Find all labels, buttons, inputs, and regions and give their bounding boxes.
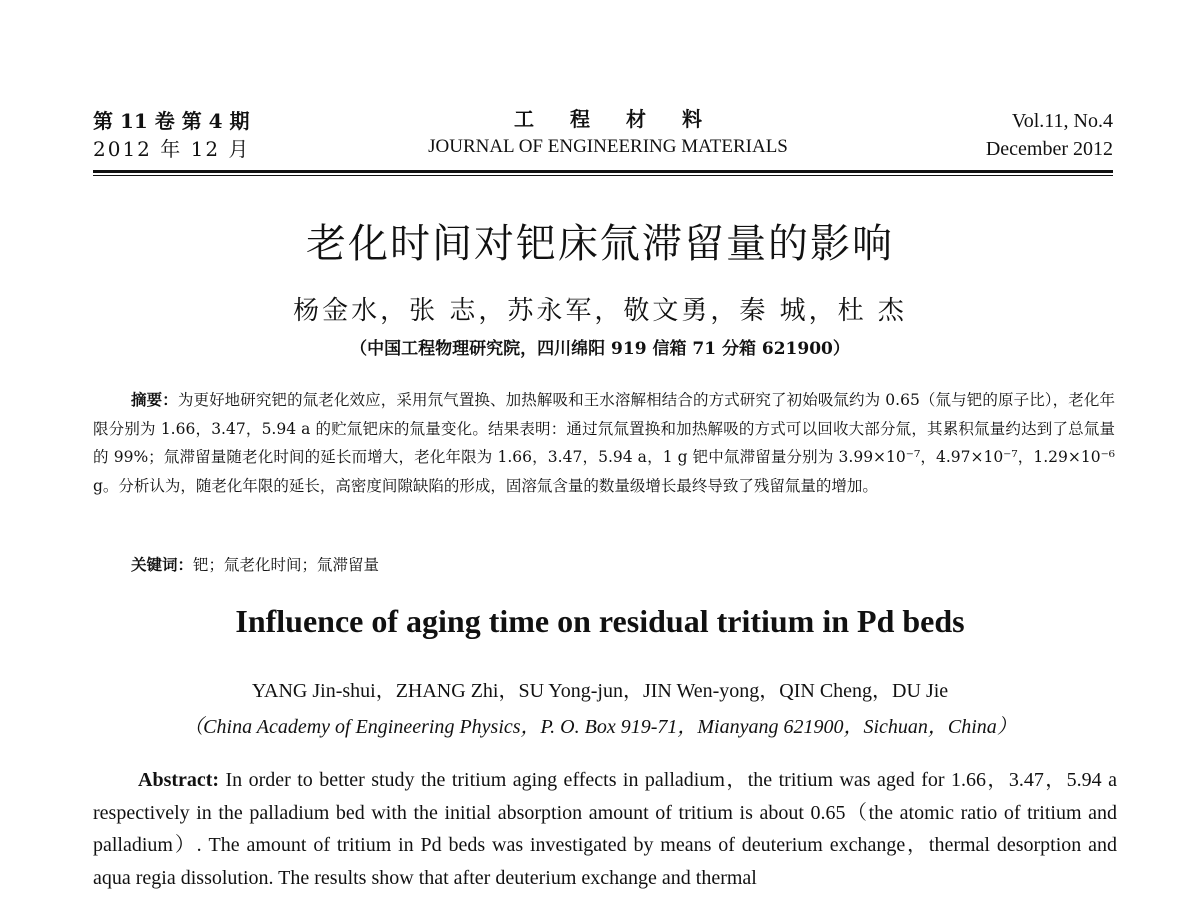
abstract-en-label: Abstract: xyxy=(138,769,220,791)
journal-header xyxy=(93,105,1113,167)
volume-issue-cn: 第 11 卷 第 4 期 xyxy=(93,109,250,133)
abstract-cn-text: 为更好地研究钯的氚老化效应，采用氘气置换、加热解吸和王水溶解相结合的方式研究了初始吸氚约为 0.65（氚与钯的原子比），老化年限分别为 1.66，3.47，5.94 a 的贮氚钯床的氚量变化。结果表明：通过氘氚置换和加热解吸的方式可以回收大部分氚，其累积氚量约达到了总氚量的 99%；氚滞留量随老化时间的延长而增大，老化年限为 1.66，3.47，5.94 a，1 g 钯中氚滞留量分别为 3.99×10⁻⁷，4.97×10⁻⁷，1.29×10⁻⁶ g。分析认为，随老化年限的延长，高密度间隙缺陷的形成，固溶氚含量的数量级增长最终导致了残留氚量的增加。 xyxy=(93,391,1115,495)
issue-info xyxy=(93,107,250,163)
abstract-cn xyxy=(93,386,1115,500)
journal-name xyxy=(388,105,828,161)
article-title-en: Influence of aging time on residual tritium in Pd beds xyxy=(235,603,965,639)
keywords-cn xyxy=(131,553,379,575)
date-cn: 2012 年 12 月 xyxy=(93,137,251,161)
affiliation-cn: （中国工程物理研究院，四川绵阳 919 信箱 71 分箱 621900） xyxy=(350,339,850,359)
affiliation-en: （China Academy of Engineering Physics，P. O. Box 919-71，Mianyang 621900，Sichuan，China） xyxy=(183,716,1017,738)
keywords-cn-text: 钯；氚老化时间；氚滞留量 xyxy=(193,556,380,574)
abstract-cn-label: 摘要： xyxy=(131,390,178,409)
issue-info-en xyxy=(986,107,1113,163)
volume-issue-en: Vol.11, No.4 xyxy=(1011,110,1113,132)
abstract-en-text: In order to better study the tritium aging effects in palladium，the tritium was aged for 1.66，3.47，5.94 a respectively in the palladium bed with the initial absorption amount of tritium is about 0.65（the atomic ratio of tritium and palladium）. The amount of tritium in Pd beds was investigated by means of deuterium exchange，thermal desorption and aqua regia dissolution. The results show that after deuterium exchange and thermal xyxy=(93,769,1117,889)
keywords-cn-label: 关键词： xyxy=(131,555,194,574)
article-title-cn: 老化时间对钯床氚滞留量的影响 xyxy=(306,221,894,267)
authors-cn: 杨金水，张 志，苏永军，敬文勇，秦 城，杜 杰 xyxy=(293,296,907,326)
journal-name-cn: 工程材料 xyxy=(514,107,738,131)
header-rule-thin xyxy=(93,175,1113,176)
date-en: December 2012 xyxy=(985,138,1113,160)
authors-en: YANG Jin-shui，ZHANG Zhi，SU Yong-jun，JIN Wen-yong，QIN Cheng，DU Jie xyxy=(251,680,949,702)
header-rule-thick xyxy=(93,170,1113,173)
journal-name-en: JOURNAL OF ENGINEERING MATERIALS xyxy=(428,136,788,157)
abstract-en xyxy=(93,764,1117,894)
